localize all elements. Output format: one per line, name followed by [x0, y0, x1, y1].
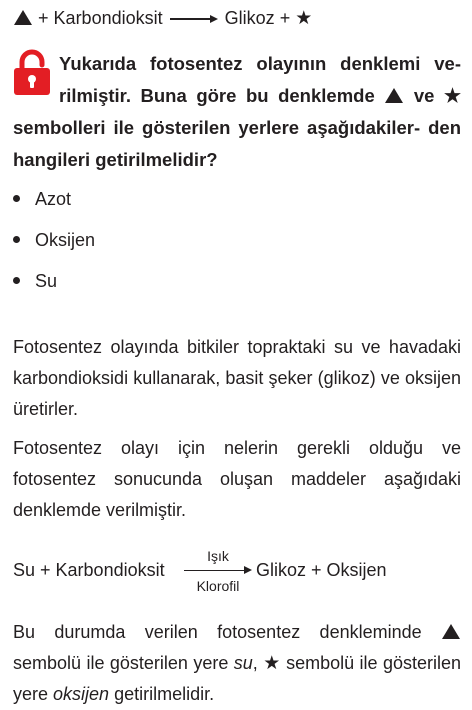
equation-reactants: Su + Karbondioksit: [13, 560, 165, 580]
star-icon: ★: [295, 8, 313, 29]
star-icon: ★: [443, 85, 462, 107]
option-su: Su: [35, 270, 58, 291]
option-azot: Azot: [35, 188, 72, 209]
question-equation: [13, 6, 312, 31]
list-item: [13, 260, 95, 301]
question-line-2a: rilmiştir. Buna göre bu denklemde: [59, 84, 375, 106]
list-item: [13, 219, 95, 260]
bullet-icon: [13, 195, 20, 202]
condition-chlorophyll: Klorofil: [196, 578, 240, 594]
question-line-2b: ve: [413, 84, 435, 106]
question-line-4: den hangileri getirilmelidir?: [13, 117, 462, 170]
question-line-1: Yukarıda fotosentez olayının denklemi ve-: [59, 53, 461, 74]
equation-plus-2: +: [279, 8, 291, 28]
reaction-arrow: [184, 548, 252, 596]
list-item: [13, 178, 95, 219]
equation-product: Glikoz: [224, 8, 275, 28]
triangle-icon: [14, 10, 32, 25]
question-line-3: sembolleri ile gösterilen yerlere aşağıdakiler-: [13, 117, 421, 138]
explanation-paragraph-2: Fotosentez olayı için nelerin gerekli olduğu ve fotosentez sonucunda oluşan maddeler aşağıdaki denklemde verilmiştir.: [13, 438, 461, 520]
bullet-icon: [13, 236, 20, 243]
triangle-icon: [442, 624, 460, 639]
equation-plus: +: [38, 8, 49, 28]
option-oksijen: Oksijen: [35, 229, 96, 250]
explanation-paragraph-1: Fotosentez olayında bitkiler topraktaki su ve havadaki karbondioksidi kullanarak, basit şeker (glikoz) ve oksijen üretirler.: [13, 337, 461, 419]
answer-su: su: [233, 653, 253, 673]
conclusion-text-3: sembolü ile gösterilen yere: [13, 653, 461, 704]
options-list: [13, 178, 95, 301]
bullet-icon: [13, 277, 20, 284]
triangle-icon: [385, 88, 403, 103]
question-text: [13, 48, 461, 175]
answer-oksijen: oksijen: [53, 684, 110, 704]
conclusion-text-2: sembolü ile gösterilen yere: [13, 653, 229, 673]
arrow-icon: [170, 14, 218, 24]
conclusion-comma: ,: [252, 653, 258, 673]
condition-light: Işık: [207, 548, 229, 564]
star-icon: ★: [263, 653, 281, 674]
conclusion-text-4: getirilmelidir.: [114, 684, 215, 704]
equation-products: Glikoz + Oksijen: [256, 560, 387, 580]
conclusion-paragraph: [13, 617, 461, 710]
equation-reactant: Karbondioksit: [53, 8, 163, 28]
conclusion-text-1: Bu durumda verilen fotosentez denkleminde: [13, 622, 422, 642]
